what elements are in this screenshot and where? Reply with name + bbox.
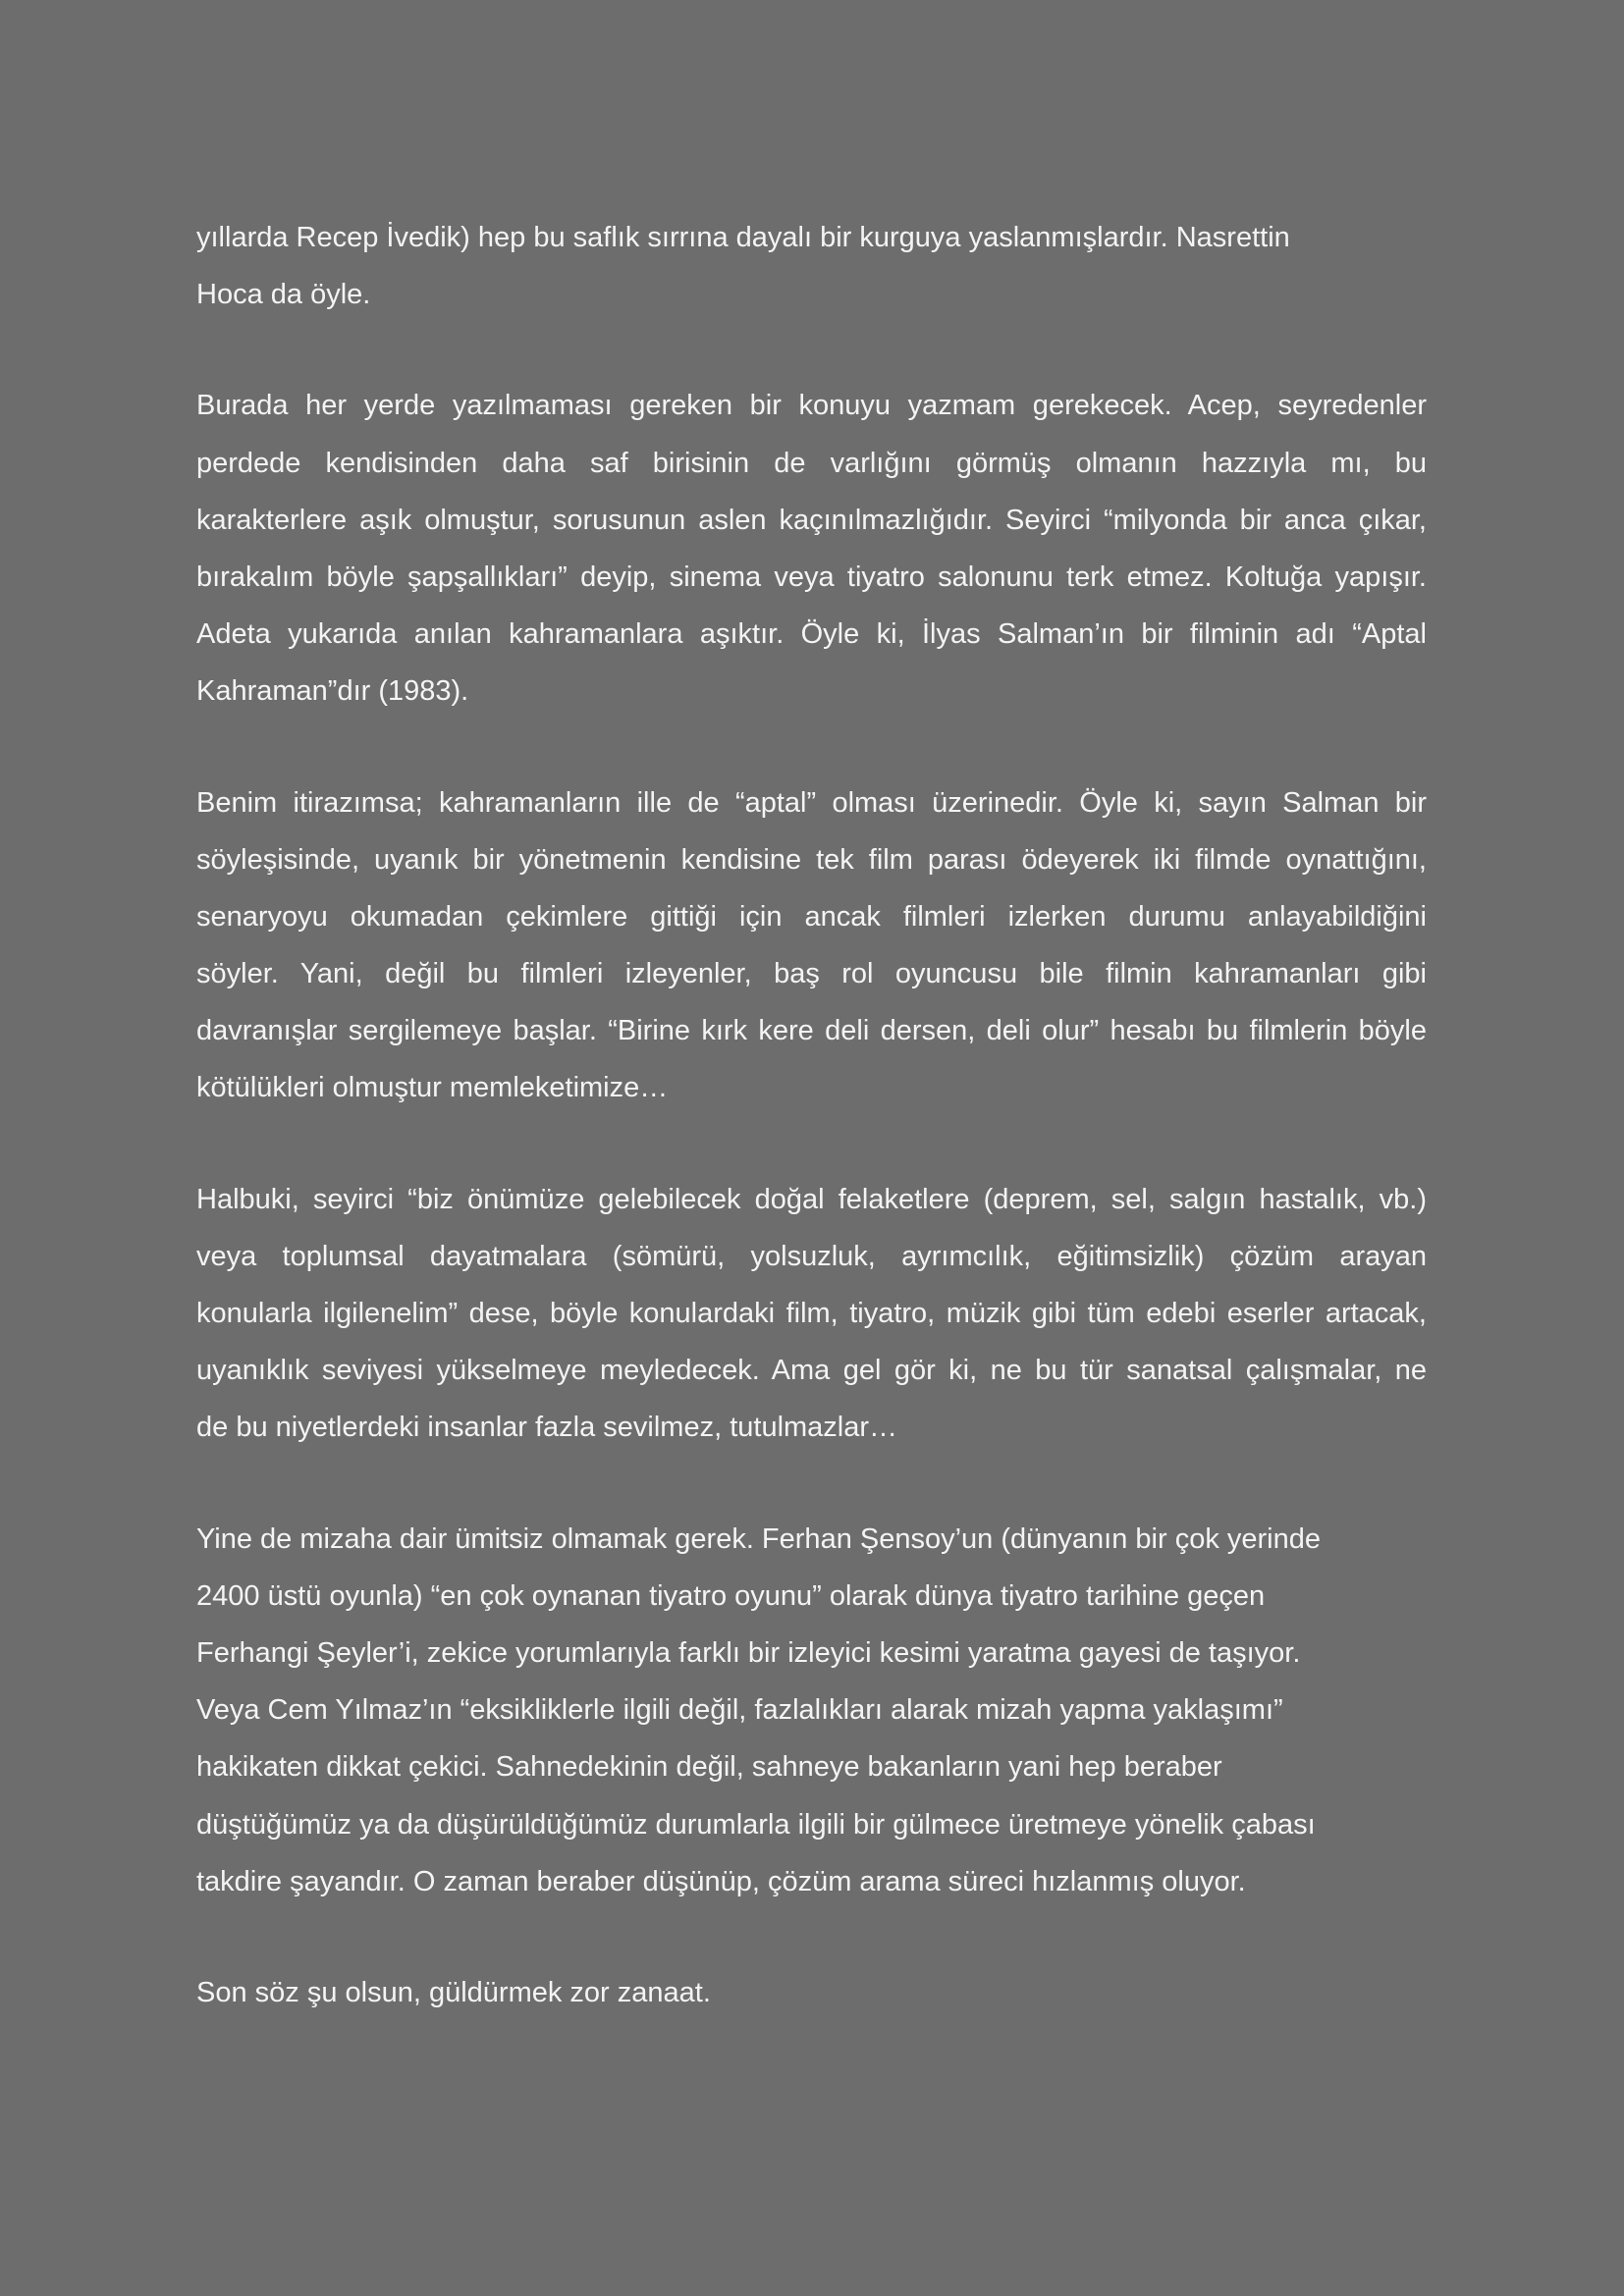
text-line: takdire şayandır. O zaman beraber düşünüp, çözüm arama süreci hızlanmış oluyor. [196, 1865, 1246, 1897]
paragraph [196, 774, 1427, 1117]
text-line: 2400 üstü oyunla) “en çok oynanan tiyatro oyunu” olarak dünya tiyatro tarihine geçen [196, 1579, 1266, 1612]
text-line: de bu niyetlerdeki insanlar fazla sevilmez, tutulmazlar… [196, 1412, 898, 1444]
text-line: Halbuki, seyirci “biz önümüze gelebilecek doğal felaketlere (deprem, sel, salgın hastalık, vb.) [196, 1183, 1427, 1215]
text-line: davranışlar sergilemeye başlar. “Birine kırk kere deli dersen, deli olur” hesabı bu filmlerin böyle [196, 1015, 1427, 1047]
paragraph [196, 377, 1427, 720]
text-line: Kahraman”dır (1983). [196, 675, 469, 708]
paragraph [196, 209, 1427, 323]
text-line: kötülükleri olmuştur memleketimize… [196, 1072, 669, 1104]
document-page [196, 209, 1427, 2075]
text-line: uyanıklık seviyesi yükselmeye meyledecek. Ama gel gör ki, ne bu tür sanatsal çalışmalar, ne [196, 1355, 1427, 1387]
text-line: senaryoyu okumadan çekimlere gittiği için ancak filmleri izlerken durumu anlayabildiğini [196, 900, 1427, 933]
text-line: Ferhangi Şeyler’i, zekice yorumlarıyla farklı bir izleyici kesimi yaratma gayesi de taşıyor. [196, 1636, 1301, 1669]
text-line: hakikaten dikkat çekici. Sahnedekinin değil, sahneye bakanların yani hep beraber [196, 1751, 1222, 1784]
text-line: Benim itirazımsa; kahramanların ille de “aptal” olması üzerinedir. Öyle ki, sayın Salman bir [196, 786, 1427, 819]
text-line: veya toplumsal dayatmalara (sömürü, yolsuzluk, ayrımcılık, eğitimsizlik) çözüm arayan [196, 1240, 1427, 1272]
text-line: karakterlere aşık olmuştur, sorusunun aslen kaçınılmazlığıdır. Seyirci “milyonda bir anca çıkar, [196, 504, 1427, 536]
text-line: düştüğümüz ya da düşürüldüğümüz durumlarla ilgili bir gülmece üretmeye yönelik çabası [196, 1808, 1316, 1841]
text-line: Son söz şu olsun, güldürmek zor zanaat. [196, 1976, 711, 2008]
paragraph [196, 1964, 1427, 2021]
text-line: yıllarda Recep İvedik) hep bu saflık sırrına dayalı bir kurguya yaslanmışlardır. Nasrettin [196, 222, 1290, 253]
text-line: perdede kendisinden daha saf birisinin de varlığını görmüş olmanın hazzıyla mı, bu [196, 447, 1427, 479]
text-line: söyler. Yani, değil bu filmleri izleyenler, baş rol oyuncusu bile filmin kahramanları gibi [196, 958, 1427, 990]
text-line: söyleşisinde, uyanık bir yönetmenin kendisine tek film parası ödeyerek iki filmde oynattığını, [196, 843, 1427, 876]
paragraph [196, 1511, 1427, 1910]
paragraph [196, 1171, 1427, 1457]
text-line: Adeta yukarıda anılan kahramanlara aşıktır. Öyle ki, İlyas Salman’ın bir filminin adı “Aptal [196, 618, 1427, 651]
text-line: Hoca da öyle. [196, 279, 371, 311]
text-line: Burada her yerde yazılmaması gereken bir konuyu yazmam gerekecek. Acep, seyredenler [196, 390, 1427, 422]
text-line: Yine de mizaha dair ümitsiz olmamak gerek. Ferhan Şensoy’un (dünyanın bir çok yerinde [196, 1522, 1321, 1555]
text-line: Veya Cem Yılmaz’ın “eksikliklerle ilgili değil, fazlalıkları alarak mizah yapma yaklaşımı” [196, 1694, 1283, 1727]
text-line: bırakalım böyle şapşallıkları” deyip, sinema veya tiyatro salonunu terk etmez. Koltuğa yapışır. [196, 561, 1427, 593]
text-line: konularla ilgilenelim” dese, böyle konulardaki film, tiyatro, müzik gibi tüm edebi eserler artacak, [196, 1298, 1427, 1329]
